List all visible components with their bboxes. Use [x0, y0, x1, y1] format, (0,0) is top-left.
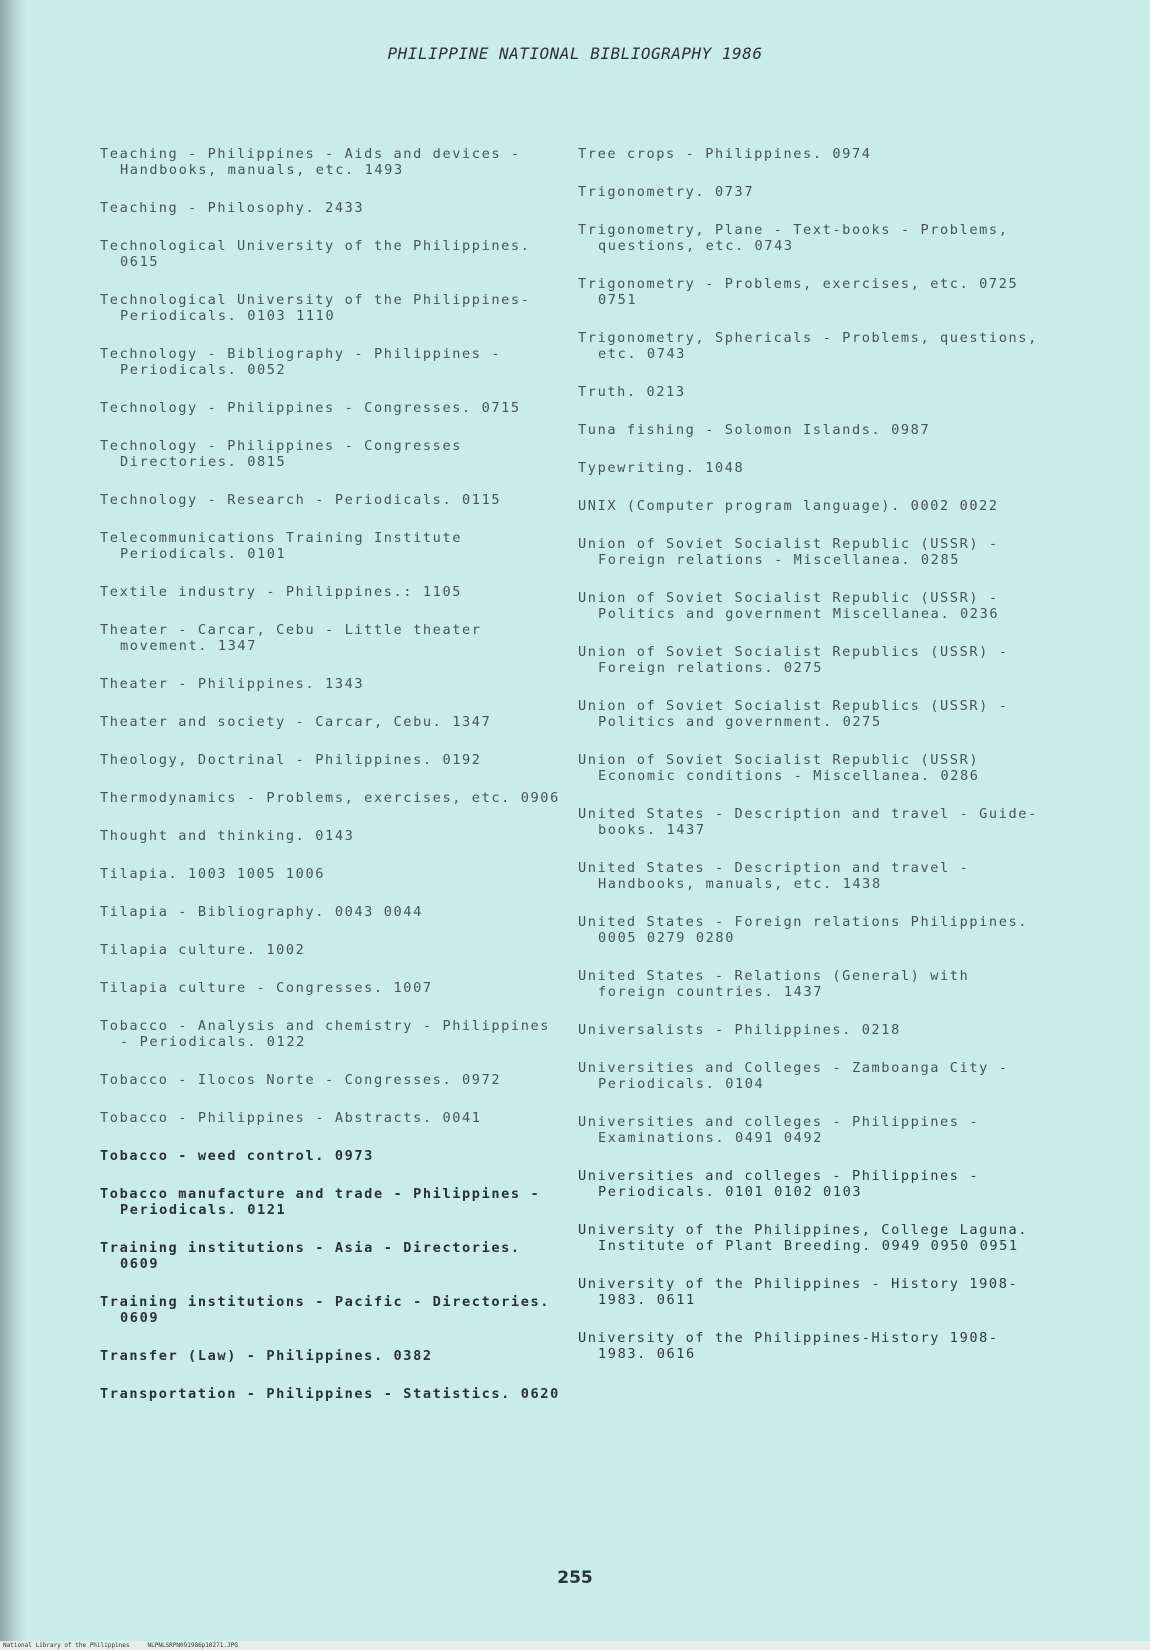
index-entry: Textile industry - Philippines.: 1105 [100, 584, 463, 600]
index-entry: Union of Soviet Socialist Republics (USSR) - Foreign relations. 0275 [578, 644, 1019, 676]
scan-edge-shadow [0, 0, 26, 1650]
index-entry: Tree crops - Philippines. 0974 [578, 146, 872, 162]
index-entry: Theater - Carcar, Cebu - Little theater movement. 1347 [100, 622, 492, 654]
index-entry: Trigonometry, Plane - Text-books - Problems, questions, etc. 0743 [578, 222, 1019, 254]
index-entry: Telecommunications Training Institute Periodicals. 0101 [100, 530, 472, 562]
index-entry: Training institutions - Pacific - Directories. 0609 [100, 1294, 560, 1326]
page-header: PHILIPPINE NATIONAL BIBLIOGRAPHY 1986 [387, 44, 763, 63]
index-entry: Tilapia - Bibliography. 0043 0044 [100, 904, 423, 920]
page-number: 255 [557, 1568, 593, 1588]
index-entry: Teaching - Philippines - Aids and devices - Handbooks, manuals, etc. 1493 [100, 146, 531, 178]
index-entry: Thermodynamics - Problems, exercises, etc. 0906 [100, 790, 560, 806]
index-entry: Tobacco - Philippines - Abstracts. 0041 [100, 1110, 482, 1126]
index-entry: Technology - Bibliography - Philippines - Periodicals. 0052 [100, 346, 511, 378]
index-entry: Technological University of the Philippines-Periodicals. 0103 1110 [100, 292, 531, 324]
index-entry: Theater - Philippines. 1343 [100, 676, 365, 692]
index-entry: Union of Soviet Socialist Republic (USSR) - Politics and government Miscellanea. 0236 [578, 590, 1009, 622]
index-entry: Typewriting. 1048 [578, 460, 745, 476]
index-entry: Trigonometry. 0737 [578, 184, 755, 200]
index-entry: Union of Soviet Socialist Republics (USSR) - Politics and government. 0275 [578, 698, 1019, 730]
index-entry: Training institutions - Asia - Directories. 0609 [100, 1240, 531, 1272]
index-entry: Transportation - Philippines - Statistics. 0620 [100, 1386, 560, 1402]
index-entry: Universities and colleges - Philippines - Examinations. 0491 0492 [578, 1114, 989, 1146]
index-entry: Tuna fishing - Solomon Islands. 0987 [578, 422, 931, 438]
index-entry: Tobacco - Ilocos Norte - Congresses. 0972 [100, 1072, 502, 1088]
index-entry: University of the Philippines - History 1908-1983. 0611 [578, 1276, 1019, 1308]
index-entry: Trigonometry - Problems, exercises, etc. 0725 0751 [578, 276, 1029, 308]
index-entry: Tilapia. 1003 1005 1006 [100, 866, 326, 882]
index-entry: Theology, Doctrinal - Philippines. 0192 [100, 752, 482, 768]
left-column [100, 146, 560, 1424]
index-entry: Tobacco - weed control. 0973 [100, 1148, 374, 1164]
index-entry: Technology - Philippines - Congresses. 0715 [100, 400, 521, 416]
index-entry: Theater and society - Carcar, Cebu. 1347 [100, 714, 492, 730]
index-entry: United States - Foreign relations Philippines. 0005 0279 0280 [578, 914, 1038, 946]
index-entry: Thought and thinking. 0143 [100, 828, 355, 844]
index-entry: Universities and Colleges - Zamboanga City - Periodicals. 0104 [578, 1060, 1019, 1092]
index-entry: Technology - Philippines - Congresses Directories. 0815 [100, 438, 472, 470]
index-entry: United States - Description and travel - Guide-books. 1437 [578, 806, 1038, 838]
index-entry: Trigonometry, Sphericals - Problems, questions, etc. 0743 [578, 330, 1048, 362]
index-entry: Transfer (Law) - Philippines. 0382 [100, 1348, 433, 1364]
index-entry: Union of Soviet Socialist Republic (USSR) - Foreign relations - Miscellanea. 0285 [578, 536, 1009, 568]
index-entry: United States - Relations (General) with foreign countries. 1437 [578, 968, 980, 1000]
index-entry: Universalists - Philippines. 0218 [578, 1022, 901, 1038]
index-entry: University of the Philippines, College Laguna. Institute of Plant Breeding. 0949 0950 0951 [578, 1222, 1038, 1254]
index-entry: Technology - Research - Periodicals. 0115 [100, 492, 502, 508]
index-entry: UNIX (Computer program language). 0002 0022 [578, 498, 999, 514]
index-entry: Tobacco - Analysis and chemistry - Philippines - Periodicals. 0122 [100, 1018, 560, 1050]
index-entry: Technological University of the Philippines. 0615 [100, 238, 541, 270]
index-entry: Union of Soviet Socialist Republic (USSR) Economic conditions - Miscellanea. 0286 [578, 752, 989, 784]
index-entry: Teaching - Philosophy. 2433 [100, 200, 365, 216]
index-entry: University of the Philippines-History 1908-1983. 0616 [578, 1330, 999, 1362]
index-entry: Truth. 0213 [578, 384, 686, 400]
index-entry: Universities and colleges - Philippines - Periodicals. 0101 0102 0103 [578, 1168, 989, 1200]
scan-footer-caption: National Library of the Philippines NLPNLSRPN091986p10271.JPG [0, 1641, 1150, 1650]
index-entry: Tobacco manufacture and trade - Philippines - Periodicals. 0121 [100, 1186, 551, 1218]
index-entry: Tilapia culture - Congresses. 1007 [100, 980, 433, 996]
index-entry: Tilapia culture. 1002 [100, 942, 306, 958]
index-entry: United States - Description and travel - Handbooks, manuals, etc. 1438 [578, 860, 980, 892]
right-column [578, 146, 1048, 1384]
